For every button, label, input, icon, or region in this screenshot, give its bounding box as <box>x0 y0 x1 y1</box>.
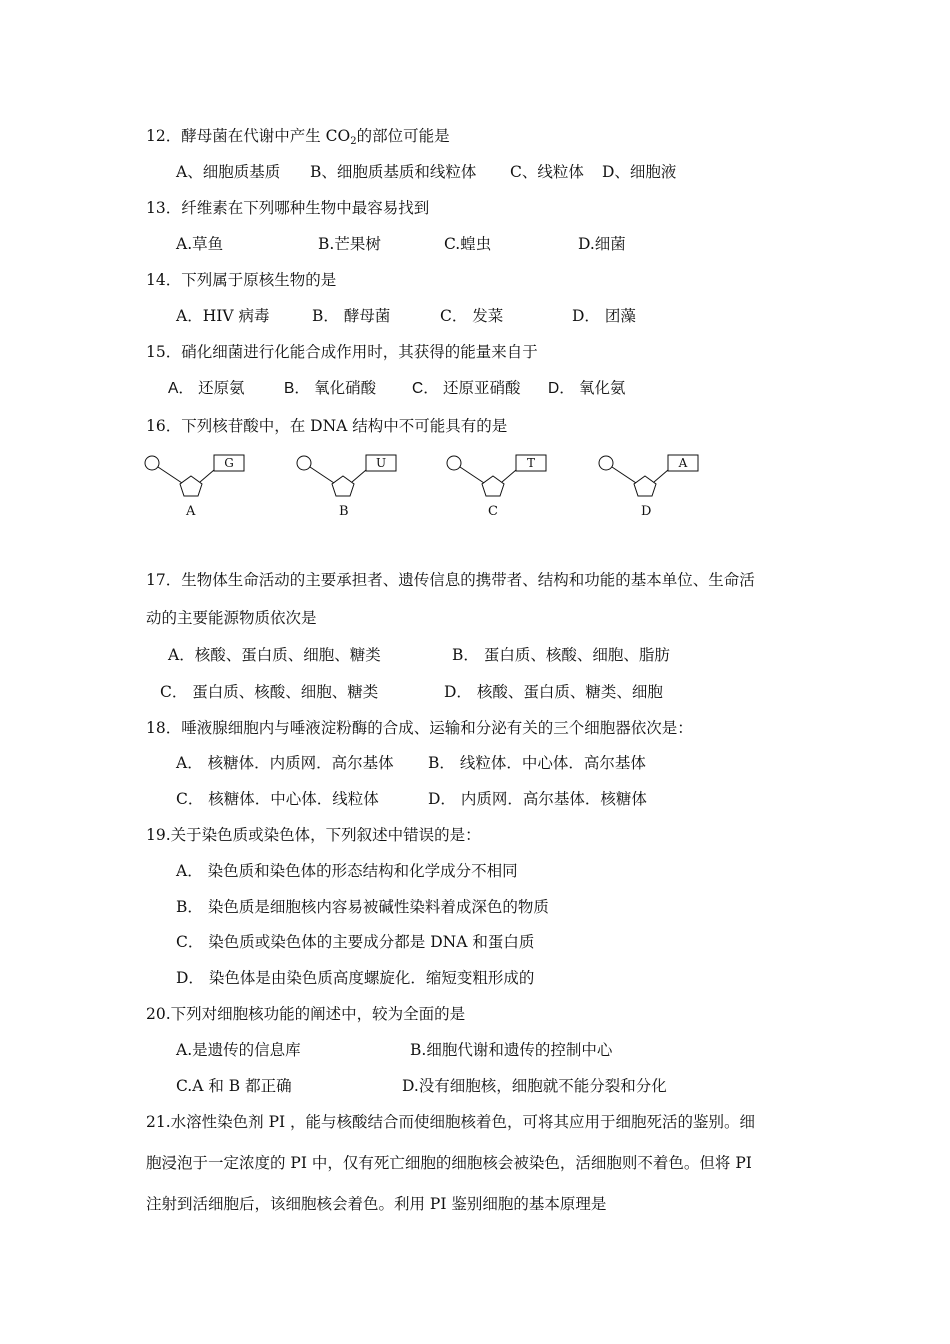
option-c: C.蝗虫 <box>444 235 492 253</box>
option-d: D． 核酸、蛋白质、糖类、细胞 <box>444 683 663 701</box>
question-15: 15．硝化细菌进行化能合成作用时，其获得的能量来自于 <box>146 343 538 361</box>
option-b: B． 蛋白质、核酸、细胞、脂肪 <box>452 646 670 664</box>
option-d: D． 团藻 <box>572 307 636 325</box>
base-letter: T <box>526 456 535 470</box>
option-c: C． 发菜 <box>440 307 504 325</box>
option-a: A．核酸、蛋白质、细胞、糖类 <box>168 646 381 664</box>
option-a: A． 还原氨 <box>168 380 245 397</box>
option-a: A.草鱼 <box>176 235 224 253</box>
diagram-label: B <box>339 504 349 519</box>
diagram-label: A <box>186 504 196 519</box>
question-17-line-2: 动的主要能源物质依次是 <box>146 609 317 627</box>
question-19: 19.关于染色质或染色体，下列叙述中错误的是： <box>146 826 481 844</box>
base-letter: A <box>678 456 688 470</box>
option-d: D、细胞液 <box>602 163 677 181</box>
base-letter: U <box>375 456 387 470</box>
option-b: B.芒果树 <box>318 235 381 253</box>
nucleotide-diagram-a <box>144 452 254 522</box>
question-20: 20.下列对细胞核功能的阐述中，较为全面的是 <box>146 1005 466 1023</box>
option-c: C． 核糖体．中心体．线粒体 <box>176 790 379 808</box>
option-a: A． 染色质和染色体的形态结构和化学成分不相同 <box>176 862 518 880</box>
option-b: B． 酵母菌 <box>312 307 391 325</box>
question-14: 14．下列属于原核生物的是 <box>146 271 337 289</box>
diagram-label: D <box>641 504 652 519</box>
nucleotide-diagram-b <box>296 452 406 522</box>
question-21-line-1: 21.水溶性染色剂 PI ，能与核酸结合而使细胞核着色，可将其应用于细胞死活的鉴别。细 <box>146 1113 756 1131</box>
option-c: C． 还原亚硝酸 <box>412 380 521 397</box>
nucleotide-diagram-c <box>446 452 556 522</box>
option-b: B、细胞质基质和线粒体 <box>310 163 477 181</box>
option-c: C、线粒体 <box>510 163 584 181</box>
question-21-line-3: 注射到活细胞后，该细胞核会着色。利用 PI 鉴别细胞的基本原理是 <box>146 1195 607 1213</box>
diagram-label: C <box>488 504 498 519</box>
option-a: A． 核糖体．内质网．高尔基体 <box>176 754 394 772</box>
question-21-line-2: 胞浸泡于一定浓度的 PI 中，仅有死亡细胞的细胞核会被染色，活细胞则不着色。但将 PI <box>146 1154 752 1172</box>
nucleotide-diagram-d <box>598 452 708 522</box>
option-b: B． 氧化硝酸 <box>284 380 377 397</box>
option-b: B.细胞代谢和遗传的控制中心 <box>410 1041 613 1059</box>
option-d: D． 染色体是由染色质高度螺旋化．缩短变粗形成的 <box>176 969 535 987</box>
question-17-line-1: 17．生物体生命活动的主要承担者、遗传信息的携带者、结构和功能的基本单位、生命活 <box>146 571 755 589</box>
option-d: D.没有细胞核，细胞就不能分裂和分化 <box>402 1077 667 1095</box>
option-b: B． 染色质是细胞核内容易被碱性染料着成深色的物质 <box>176 898 549 916</box>
option-d: D． 氧化氨 <box>548 380 626 397</box>
option-d: D.细菌 <box>578 235 626 253</box>
question-12: 12．酵母菌在代谢中产生 $CO_2$的部位可能是 <box>146 127 450 147</box>
option-b: B． 线粒体．中心体．高尔基体 <box>428 754 646 772</box>
option-a: A.是遗传的信息库 <box>176 1041 301 1059</box>
option-c: C.A 和 B 都正确 <box>176 1077 292 1095</box>
option-d: D． 内质网．高尔基体．核糖体 <box>428 790 647 808</box>
question-16: 16．下列核苷酸中，在 DNA 结构中不可能具有的是 <box>146 417 508 435</box>
option-c: C． 染色质或染色体的主要成分都是 DNA 和蛋白质 <box>176 933 535 951</box>
base-letter: G <box>224 456 234 470</box>
question-18: 18．唾液腺细胞内与唾液淀粉酶的合成、运输和分泌有关的三个细胞器依次是： <box>146 719 693 737</box>
option-a: A．HIV 病毒 <box>176 307 270 325</box>
option-a: A、细胞质基质 <box>176 163 281 181</box>
option-c: C． 蛋白质、核酸、细胞、糖类 <box>160 683 379 701</box>
question-13: 13．纤维素在下列哪种生物中最容易找到 <box>146 199 430 217</box>
